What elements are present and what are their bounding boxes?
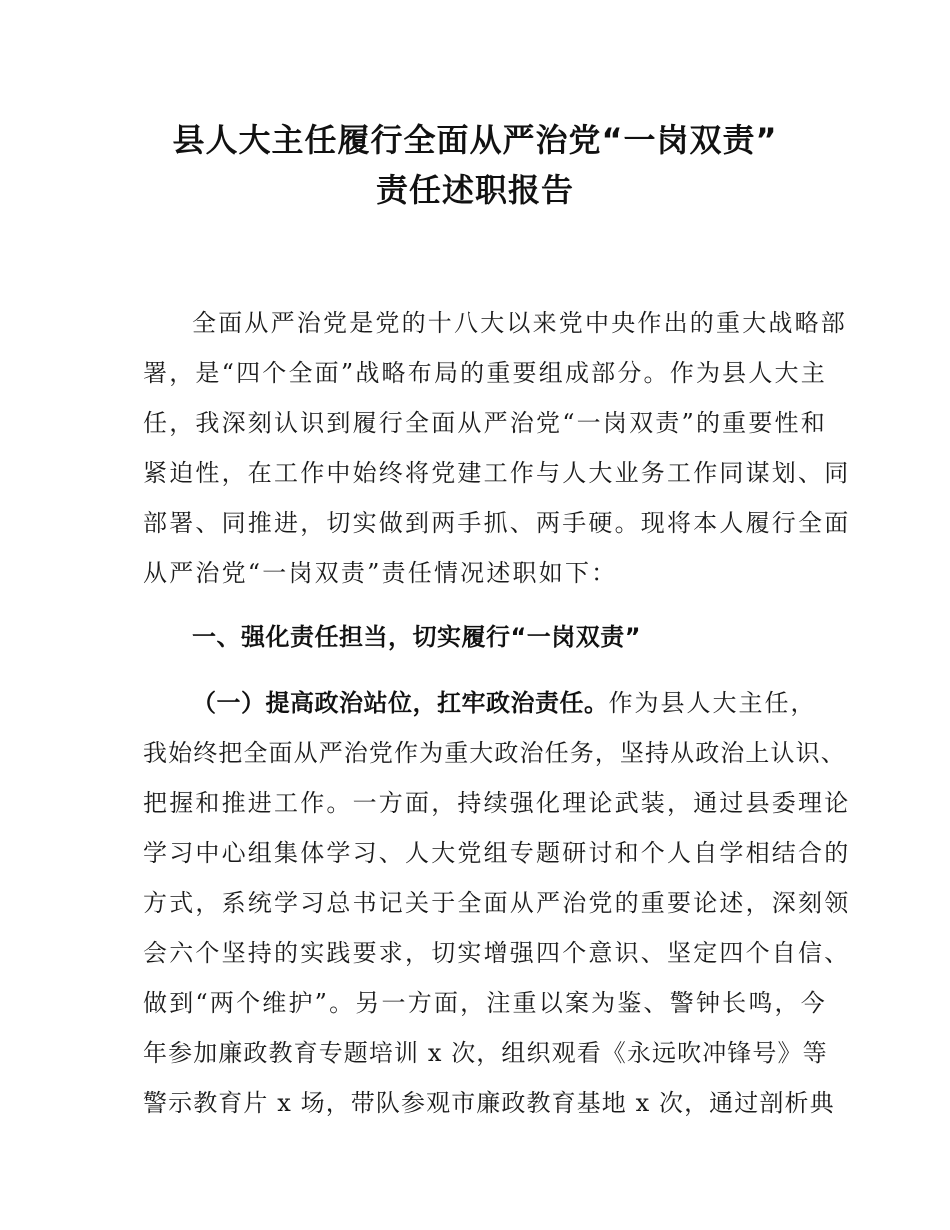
intro-line: 全面从严治党是党的十八大以来党中央作出的重大战略部 [192,309,847,337]
document-title-line-1: 县人大主任履行全面从严治党“一岗双责” [172,121,778,159]
body-line: 警示教育片 x 场，带队参观市廉政教育基地 x 次，通过剖析典 [143,1089,835,1117]
body-line: 把握和推进工作。一方面，持续强化理论武装，通过县委理论 [143,789,851,817]
intro-line: 紧迫性，在工作中始终将党建工作与人大业务工作同谋划、同 [143,459,851,487]
subsection-first-line [192,688,817,718]
intro-line: 任，我深刻认识到履行全面从严治党“一岗双责”的重要性和 [143,409,827,437]
intro-line: 从严治党“一岗双责”责任情况述职如下： [143,559,618,587]
body-line: 学习中心组集体学习、人大党组专题研讨和个人自学相结合的 [143,839,851,867]
body-line: 会六个坚持的实践要求，切实增强四个意识、坚定四个自信、 [143,939,851,967]
body-line: 我始终把全面从严治党作为重大政治任务，坚持从政治上认识、 [143,739,846,767]
subsection-heading: （一）提高政治站位，扛牢政治责任。 [192,689,609,717]
intro-line: 部署、同推进，切实做到两手抓、两手硬。现将本人履行全面 [143,509,851,537]
intro-line: 署，是“四个全面”战略布局的重要组成部分。作为县人大主 [143,359,827,387]
body-line: 方式，系统学习总书记关于全面从严治党的重要论述，深刻领 [143,889,851,917]
document-title-line-2: 责任述职报告 [375,171,574,209]
subsection-first-line-text: 作为县人大主任， [608,689,817,717]
body-line: 年参加廉政教育专题培训 x 次，组织观看《永远吹冲锋号》等 [143,1039,828,1067]
body-line: 做到“两个维护”。另一方面，注重以案为鉴、警钟长鸣，今 [143,989,827,1017]
section-heading: 一、强化责任担当，切实履行“一岗双责” [192,623,642,651]
